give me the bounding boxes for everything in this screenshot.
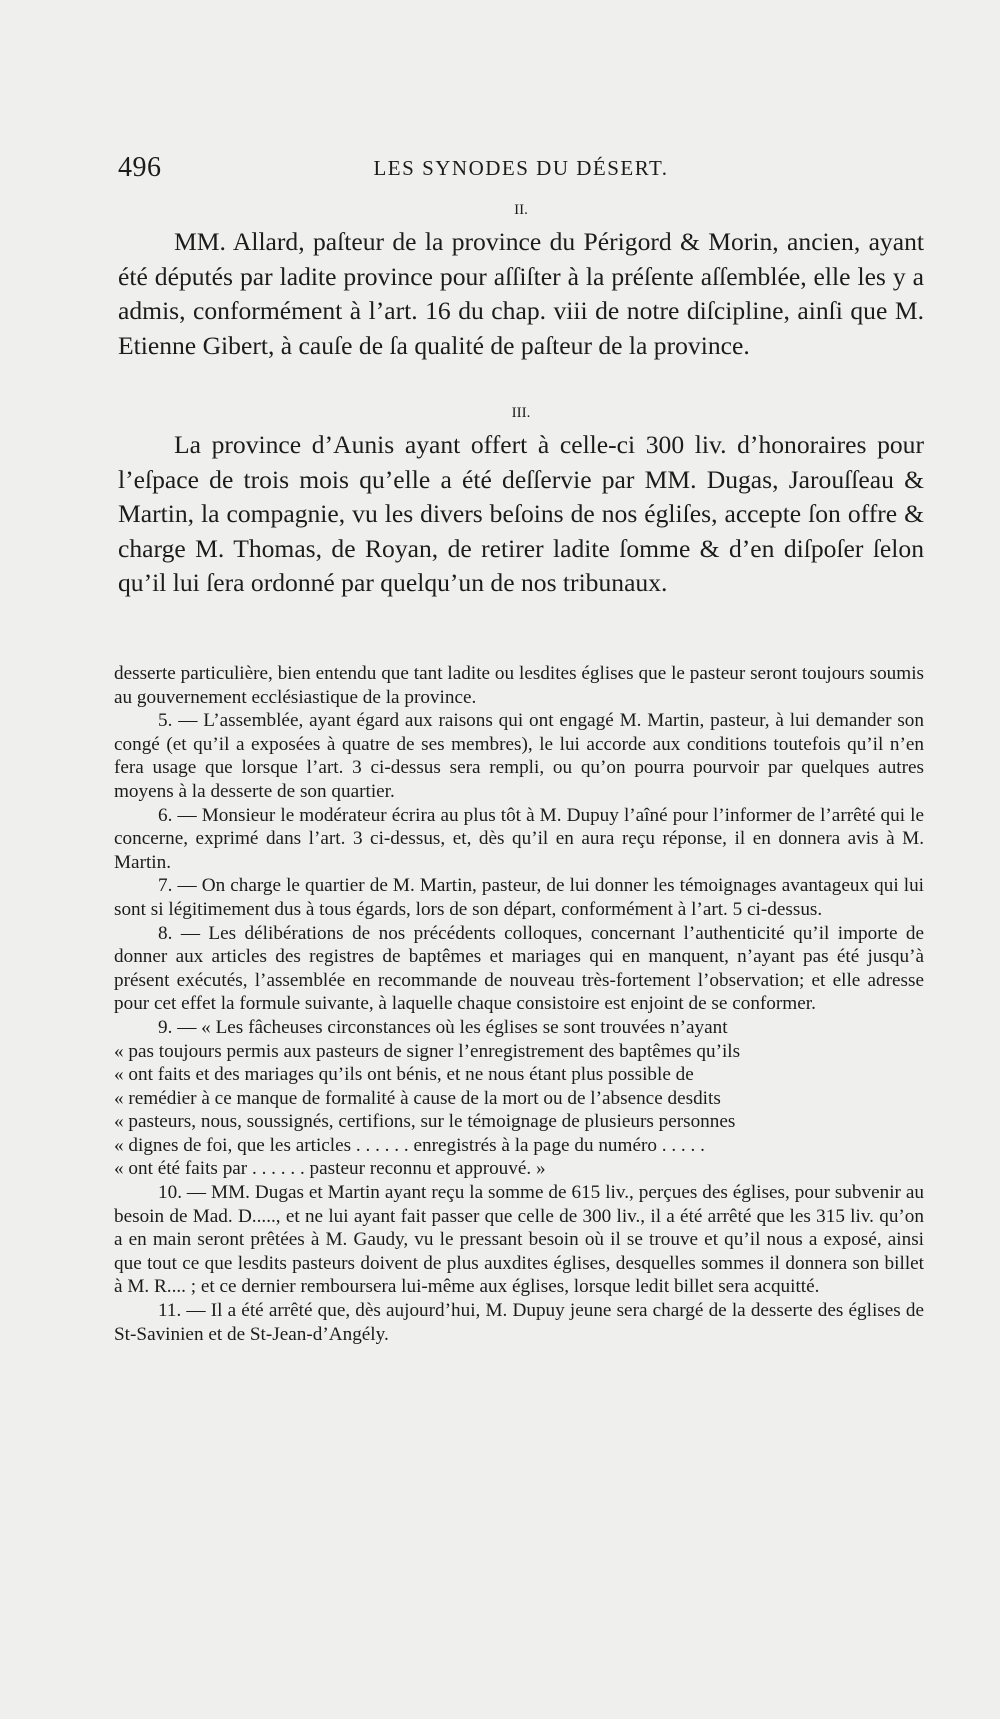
quote-line: « dignes de foi, que les articles . . . . . . enregistrés à la page du numéro . . . . . [114, 1134, 705, 1156]
notes-block [114, 662, 924, 1346]
note-item-8: 8. — Les délibérations de nos précédents colloques, concernant l’authenticité qu’il importe de donner aux articles des registres de baptêmes et mariages qui en manquent, n’ayant pas été jusqu’à présent exécutés, l’assemblée en recommande de nouveau très-fortement l’observation; et elle adresse pour cet effet la formule suivante, à laquelle chaque consistoire est enjoint de se conformer. [114, 922, 924, 1015]
note-item-9 [114, 1016, 924, 1181]
note-item-5: 5. — L’assemblée, ayant égard aux raisons qui ont engagé M. Martin, pasteur, à lui demander son congé (et qu’il a exposées à quatre de ses membres), le lui accorde aux conditions toutefois qu’il n’en fera usage que lorsque l’art. 3 ci-dessus sera rempli, ou qu’on pourra pourvoir par quelques autres moyens à la desserte de son quartier. [114, 710, 924, 802]
section-text: La province d’Aunis ayant offert à celle-ci 300 liv. d’honoraires pour l’eſpace de trois mois qu’elle a été deſſervie par MM. Dugas, Jarouſſeau & Martin, la compagnie, vu les divers beſoins de nos égliſes, accepte ſon offre & charge M. Thomas, de Royan, de retirer ladite ſomme & d’en diſpoſer ſelon qu’il lui ſera ordonné par quelqu’un de nos tribunaux. [118, 430, 924, 597]
note-item-7: 7. — On charge le quartier de M. Martin, pasteur, de lui donner les témoignages avantageux qui lui sont si légitimement dus à tous égards, lors de son départ, conformément à l’art. 5 ci-dessus. [114, 875, 924, 920]
page-number: 496 [118, 152, 162, 183]
note-intro: desserte particulière, bien entendu que tant ladite ou lesdites églises que le pasteur seront toujours soumis au gouvernement ecclésiastique de la province. [114, 663, 924, 708]
quote-line: « pas toujours permis aux pasteurs de signer l’enregistrement des baptêmes qu’ils [114, 1040, 741, 1062]
quote-line: « ont été faits par . . . . . . pasteur reconnu et approuvé. » [114, 1158, 546, 1180]
section-number: III. [511, 405, 531, 421]
section-ii [118, 201, 924, 363]
quote-line: 9. — « Les fâcheuses circonstances où les églises se sont trouvées n’ayant [158, 1016, 728, 1038]
quote-line: « ont faits et des mariages qu’ils ont bénis, et ne nous étant plus possible de [114, 1064, 694, 1086]
note-item-11: 11. — Il a été arrêté que, dès aujourd’hui, M. Dupuy jeune sera chargé de la desserte des églises de St-Savinien et de St-Jean-d’Angély. [114, 1300, 924, 1345]
page-header [118, 152, 924, 188]
running-title: LES SYNODES DU DÉSERT. [373, 156, 669, 180]
quote-line: « remédier à ce manque de formalité à cause de la mort ou de l’absence desdits [114, 1087, 721, 1109]
note-item-6: 6. — Monsieur le modérateur écrira au plus tôt à M. Dupuy l’aîné pour l’informer de l’arrêté qui le concerne, exprimé dans l’art. 3 ci-dessus, et, dès qu’il en aura reçu réponse, il en donnera avis à M. Martin. [114, 804, 924, 873]
section-number: II. [514, 202, 528, 218]
section-text: MM. Allard, paſteur de la province du Périgord & Morin, ancien, ayant été députés par ladite province pour aſſiſter à la préſente aſſemblée, elle les y a admis, conformément à l’art. 16 du chap. viii de notre diſcipline, ainſi que M. Etienne Gibert, à cauſe de ſa qualité de paſteur de la province. [118, 227, 924, 360]
quote-line: « pasteurs, nous, soussignés, certifions, sur le témoignage de plusieurs personnes [114, 1111, 736, 1133]
note-item-10: 10. — MM. Dugas et Martin ayant reçu la somme de 615 liv., perçues des églises, pour subvenir au besoin de Mad. D....., et ne lui ayant fait passer que celle de 300 liv., il a été arrêté que les 315 liv. qu’on a en main seront prêtées à M. Gaudy, vu le pressant besoin où il se trouve et qu’il nous a exposé, ainsi que tout ce que lesdits pasteurs doivent de plus auxdites églises, desquelles sommes il donnera son billet à M. R.... ; et ce dernier remboursera lui-même aux églises, lorsque ledit billet sera acquitté. [114, 1182, 924, 1298]
section-iii [118, 404, 924, 601]
